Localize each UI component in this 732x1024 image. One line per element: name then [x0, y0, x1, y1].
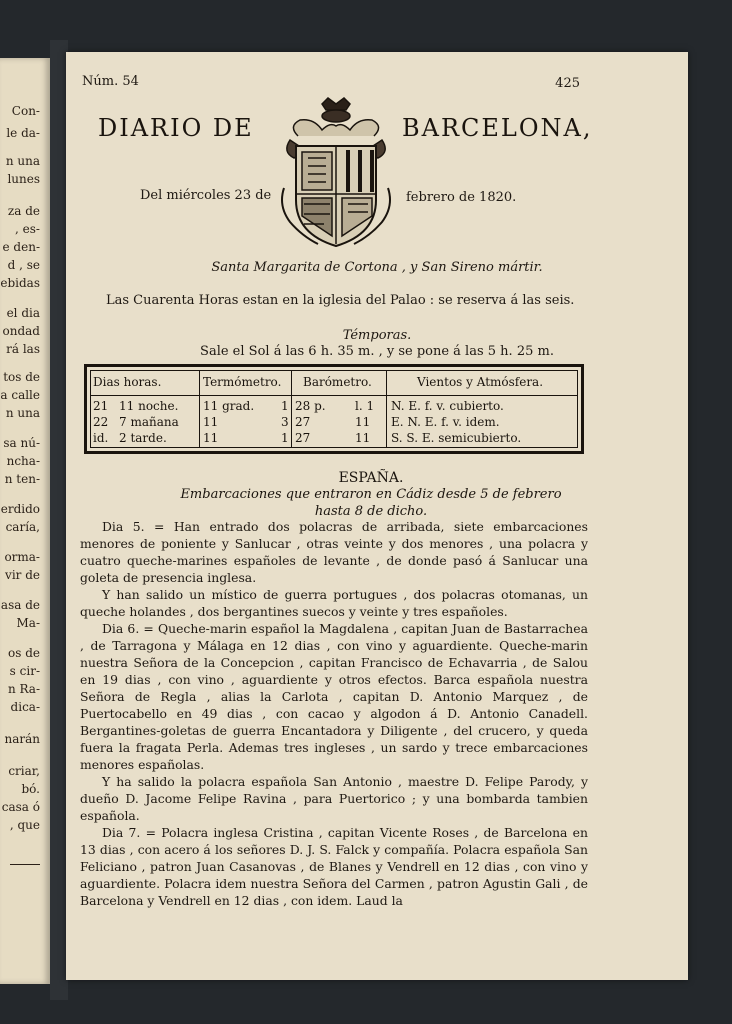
previous-page-line: e den-	[2, 240, 40, 254]
previous-page-line: ondad	[2, 324, 40, 338]
previous-page-line: ebidas	[0, 276, 40, 290]
previous-page-line: lunes	[7, 172, 40, 186]
row-3-vientos: S. S. E. semicubierto.	[391, 431, 522, 445]
previous-page-line: n ten-	[4, 472, 40, 486]
previous-page-line: n una	[5, 406, 40, 420]
row-2-barometro: 27	[295, 415, 311, 429]
date-suffix: febrero de 1820.	[406, 190, 517, 205]
previous-page-line: rá las	[6, 342, 40, 356]
previous-page-line: criar,	[8, 764, 40, 778]
previous-page-line: , es-	[15, 222, 40, 236]
paragraph: Dia 6. = Queche-marin español la Magdalena , capitan Juan de Bastarrachea , de Tarragona y Málaga en 12 dias , con vino y aguardiente. Queche-marin nuestra Señora de la Concepcion , capitan Francisco de Echavarria , de Salou en 19 dias , con vino , aguardiente y otros efectos. Barca española nuestra Señora de Regla , alias la Carlota , capitan D. Antonio Marquez , de Puertocabello en 49 dias , con cacao y algodon á D. Antonio Canadell. Bergantines-goletas de guerra Encantadora y Diligente , del crucero, y queda fuera la fragata Perla. Ademas tres ingleses , un sardo y trece embarcaciones menores españolas.	[80, 621, 588, 772]
paragraph: Y ha salido la polacra española San Antonio , maestre D. Felipe Parody, y dueño D. Jacome Felipe Ravina , para Puertorico ; y una bombarda tambien española.	[80, 774, 588, 823]
previous-page-line: d , se	[7, 258, 40, 272]
coat-of-arms-emblem	[278, 96, 394, 248]
row-1-hora: 11 noche.	[119, 399, 179, 413]
row-3-barometro: 27	[295, 431, 311, 445]
previous-page-line: ncha-	[6, 454, 40, 468]
previous-page-line: caría,	[5, 520, 40, 534]
row-2-dia: 22	[93, 415, 109, 429]
previous-page-line: narán	[4, 732, 40, 746]
column-divider	[386, 371, 387, 447]
temporas-label: Témporas.	[342, 328, 412, 343]
row-3-barometro-lines: 11	[355, 431, 371, 445]
row-2-termometro: 11	[203, 415, 219, 429]
row-2-vientos: E. N. E. f. v. idem.	[391, 415, 500, 429]
saints-of-the-day: Santa Margarita de Cortona , y San Sireno mártir.	[211, 260, 543, 275]
row-3-hora: 2 tarde.	[119, 431, 167, 445]
previous-page-line: , que	[9, 818, 40, 832]
paragraph: Dia 5. = Han entrado dos polacras de arribada, siete embarcaciones menores de poniente y Sanlucar , otras veinte y dos menores , una polacra y cuatro queche-marines españoles de levante , de donde pasó á Sanlucar una goleta de presencia inglesa.	[80, 519, 588, 585]
previous-page-line: os de	[8, 646, 40, 660]
previous-page-line: orma-	[4, 550, 40, 564]
section-title: ESPAÑA.	[338, 470, 404, 486]
date-prefix: Del miércoles 23 de	[140, 188, 272, 203]
previous-page-line: el dia	[6, 306, 40, 320]
previous-page-line: tos de	[3, 370, 40, 384]
previous-page-line: za de	[7, 204, 40, 218]
previous-page-rule	[10, 864, 40, 865]
previous-page-line: casa ó	[1, 800, 40, 814]
previous-page-edge	[0, 58, 50, 984]
section-subtitle	[66, 486, 676, 520]
header-barometro: Barómetro.	[303, 375, 372, 389]
paragraph: Dia 7. = Polacra inglesa Cristina , capitan Vicente Roses , de Barcelona en 13 dias , con acero á los señores D. J. S. Falck y compañía. Polacra española San Feliciano , patron Juan Casanovas , de Blanes y Vendrell en 12 dias , con vino y aguardiente. Polacra idem nuestra Señora del Carmen , patron Agustin Gali , de Barcelona y Vendrell en 12 dias , con idem. Laud la	[80, 825, 588, 908]
row-2-barometro-lines: 11	[355, 415, 371, 429]
header-divider	[91, 395, 577, 396]
previous-page-line: n Ra-	[7, 682, 40, 696]
header-vientos: Vientos y Atmósfera.	[417, 375, 544, 389]
row-2-termometro-frac: 3	[281, 415, 289, 429]
column-divider	[291, 371, 292, 447]
row-1-dia: 21	[93, 399, 109, 413]
previous-page-line: Ma-	[16, 616, 40, 630]
row-1-barometro: 28 p.	[295, 399, 326, 413]
paragraph: Y han salido un místico de guerra portugues , dos polacras otomanas, un queche holandes , dos bergantines suecos y veinte y tres españoles.	[80, 587, 588, 619]
previous-page-line: s cir-	[9, 664, 40, 678]
sunrise-sunset: Sale el Sol á las 6 h. 35 m. , y se pone á las 5 h. 25 m.	[200, 344, 554, 359]
subtitle-line-2: hasta 8 de dicho.	[314, 504, 428, 519]
previous-page-line: dica-	[10, 700, 40, 714]
row-3-termometro-frac: 1	[281, 431, 289, 445]
row-1-barometro-lines: l. 1	[355, 399, 375, 413]
issue-number: Núm. 54	[82, 74, 139, 89]
masthead-title-right: BARCELONA,	[402, 114, 593, 142]
previous-page-line: asa de	[0, 598, 40, 612]
previous-page-line: a calle	[0, 388, 40, 402]
row-2-hora: 7 mañana	[119, 415, 179, 429]
previous-page-line: n una	[5, 154, 40, 168]
header-dias-horas: Dias horas.	[93, 375, 162, 389]
previous-page-line: bó.	[21, 782, 40, 796]
header-termometro: Termómetro.	[203, 375, 282, 389]
page-number: 425	[555, 76, 580, 91]
previous-page-line: Con-	[11, 104, 40, 118]
weather-table-inner	[90, 370, 578, 448]
previous-page-line: vir de	[5, 568, 40, 582]
row-1-termometro-frac: 1	[281, 399, 289, 413]
masthead-title-left: DIARIO DE	[98, 114, 254, 142]
previous-page-line: sa nú-	[3, 436, 40, 450]
weather-table	[84, 364, 584, 454]
row-1-termometro: 11 grad.	[203, 399, 255, 413]
previous-page-line: erdido	[0, 502, 40, 516]
newspaper-page	[66, 52, 688, 980]
cuarenta-horas-notice: Las Cuarenta Horas estan en la iglesia del Palao : se reserva á las seis.	[106, 293, 575, 308]
subtitle-line-1: Embarcaciones que entraron en Cádiz desde 5 de febrero	[180, 487, 562, 502]
row-1-vientos: N. E. f. v. cubierto.	[391, 399, 504, 413]
article-body	[80, 518, 588, 909]
row-3-termometro: 11	[203, 431, 219, 445]
column-divider	[199, 371, 200, 447]
previous-page-line: le da-	[6, 126, 40, 140]
row-3-dia: id.	[93, 431, 109, 445]
